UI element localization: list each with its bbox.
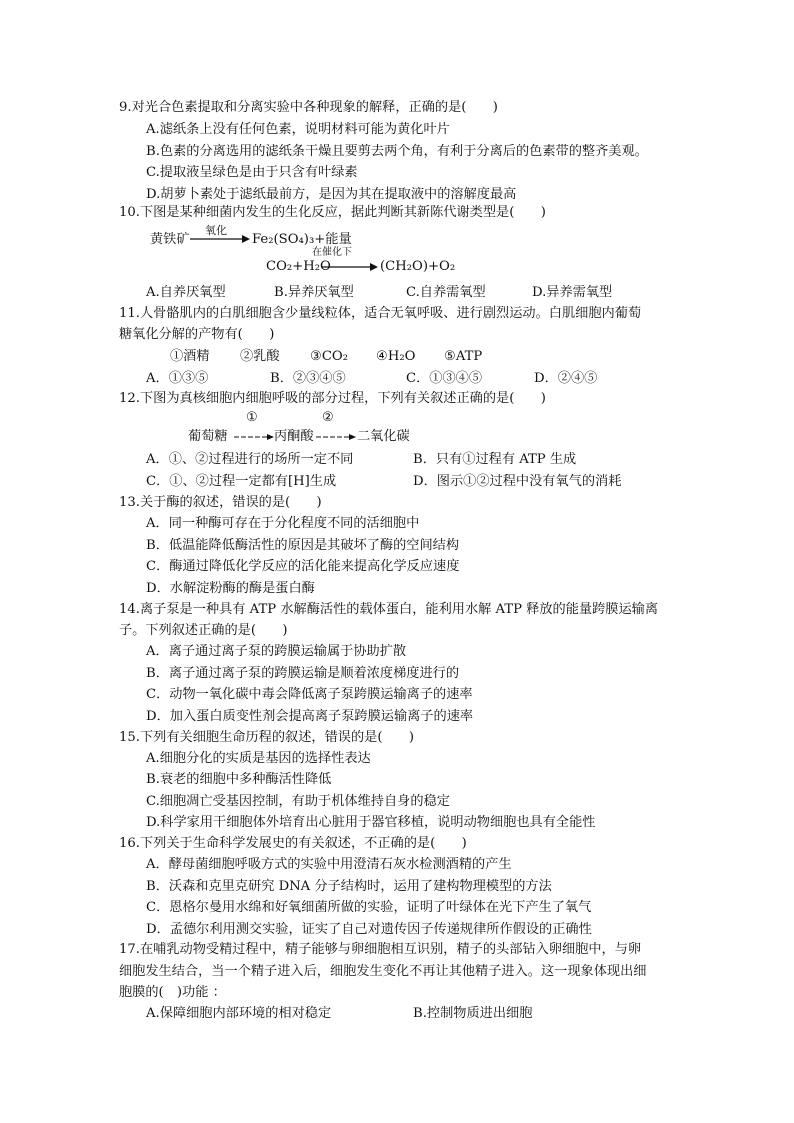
q17-stem-line3: 胞膜的( )功能 ： — [119, 985, 226, 1000]
q10-arrow2-label: 在催化下 — [312, 247, 352, 258]
q10-option-d: D.异养需氧型 — [532, 285, 613, 300]
q12-option-b: B．只有①过程有 ATP 生成 — [413, 452, 577, 467]
q12-stem: 12.下图为真核细胞内细胞呼吸的部分过程，下列有关叙述正确的是( ) — [119, 391, 546, 406]
q15-stem: 15.下列有关细胞生命历程的叙述，错误的是( ) — [119, 730, 415, 745]
q10-arrow2-icon — [322, 262, 378, 272]
q12-arrow2-icon — [316, 432, 356, 442]
q13-option-a: A．同一种酶可存在于分化程度不同的活细胞中 — [146, 516, 420, 531]
q12-co2: 二氧化碳 — [357, 429, 410, 444]
q10-reactant2: CO₂+H₂O — [266, 259, 331, 274]
q12-glucose: 葡萄糖 — [188, 429, 228, 444]
q9-stem: 9.对光合色素提取和分离实验中各种现象的解释，正确的是( ) — [119, 100, 498, 115]
q14-stem-line2: 子。下列叙述正确的是( ) — [119, 623, 288, 638]
q10-option-b: B.异养厌氧型 — [274, 285, 354, 300]
q11-item-5: ⑤ATP — [444, 349, 483, 364]
q12-pyruvate: 丙酮酸 — [274, 429, 314, 444]
q13-stem: 13.关于酶的叙述，错误的是( ) — [119, 495, 322, 510]
q15-option-b: B.衰老的细胞中多种酶活性降低 — [146, 772, 332, 787]
q14-option-a: A．离子通过离子泵的跨膜运输属于协助扩散 — [146, 644, 407, 659]
q15-option-a: A.细胞分化的实质是基因的选择性表达 — [146, 751, 371, 766]
q12-option-d: D．图示①②过程中没有氧气的消耗 — [413, 474, 622, 489]
q9-option-d: D.胡萝卜素处于滤纸最前方，是因为其在提取液中的溶解度最高 — [146, 187, 517, 202]
q11-item-3: ③CO₂ — [310, 349, 349, 364]
q17-stem-line2: 细胞发生结合，当一个精子进入后，细胞发生变化不再让其他精子进入。这一现象体现出细 — [119, 964, 647, 979]
q12-option-a: A．①、②过程进行的场所一定不同 — [146, 452, 354, 467]
q9-option-b: B.色素的分离选用的滤纸条干燥且要剪去两个角，有利于分离后的色素带的整齐美观。 — [146, 144, 648, 159]
q13-option-c: C．酶通过降低化学反应的活化能来提高化学反应速度 — [146, 559, 460, 574]
q10-arrow1-label: 氧化 — [205, 224, 227, 237]
q17-option-b: B.控制物质进出细胞 — [413, 1006, 533, 1021]
q12-step2-label: ② — [322, 410, 334, 425]
q14-stem-line1: 14.离子泵是一种具有 ATP 水解酶活性的载体蛋白，能利用水解 ATP 释放的能量跨膜运输离 — [119, 602, 659, 617]
q11-stem-line1: 11.人骨骼肌内的白肌细胞含少量线粒体，适合无氧呼吸、进行剧烈运动。白肌细胞内葡萄 — [119, 306, 642, 321]
q11-item-4: ④H₂O — [376, 349, 416, 364]
q9-option-c: C.提取液呈绿色是由于只含有叶绿素 — [146, 165, 358, 180]
q11-option-b: B．②③④⑤ — [270, 371, 346, 386]
q14-option-c: C．动物一氧化碳中毒会降低离子泵跨膜运输离子的速率 — [146, 687, 473, 702]
q13-option-d: D．水解淀粉酶的酶是蛋白酶 — [146, 581, 315, 596]
q15-option-c: C.细胞凋亡受基因控制，有助于机体维持自身的稳定 — [146, 794, 450, 809]
q11-option-d: D．②④⑤ — [534, 371, 598, 386]
q15-option-d: D.科学家用干细胞体外培育出心脏用于器官移植，说明动物细胞也具有全能性 — [146, 815, 596, 830]
q12-step1-label: ① — [246, 410, 258, 425]
q12-arrow1-icon — [234, 432, 274, 442]
q10-product1: Fe₂(SO₄)₃+能量 — [252, 232, 352, 247]
q11-item-1: ①酒精 — [170, 349, 210, 364]
q14-option-d: D．加入蛋白质变性剂会提高离子泵跨膜运输离子的速率 — [146, 709, 474, 724]
q16-stem: 16.下列关于生命科学发展史的有关叙述，不正确的是( ) — [119, 836, 467, 851]
q11-stem-line2: 糖氧化分解的产物有( ) — [119, 327, 275, 342]
q10-reactant-pyrite: 黄铁矿 — [150, 232, 190, 247]
q16-option-c: C．恩格尔曼用水绵和好氧细菌所做的实验，证明了叶绿体在光下产生了氧气 — [146, 900, 592, 915]
q9-option-a: A.滤纸条上没有任何色素，说明材料可能为黄化叶片 — [146, 122, 450, 137]
q12-option-c: C．①、②过程一定都有[H]生成 — [146, 474, 337, 489]
q10-arrow1-icon — [190, 234, 250, 244]
q10-product2: (CH₂O)+O₂ — [380, 259, 456, 274]
q11-option-c: C．①③④⑤ — [406, 371, 483, 386]
q10-option-a: A.自养厌氧型 — [146, 285, 226, 300]
q16-option-b: B．沃森和克里克研究 DNA 分子结构时，运用了建构物理模型的方法 — [146, 879, 552, 894]
q11-option-a: A．①③⑤ — [146, 371, 209, 386]
q11-item-2: ②乳酸 — [240, 349, 280, 364]
q17-stem-line1: 17.在哺乳动物受精过程中，精子能够与卵细胞相互识别，精子的头部钻入卵细胞中，与卵 — [119, 942, 642, 957]
q10-option-c: C.自养需氧型 — [406, 285, 486, 300]
q13-option-b: B．低温能降低酶活性的原因是其破坏了酶的空间结构 — [146, 538, 460, 553]
q16-option-a: A．酵母菌细胞呼吸方式的实验中用澄清石灰水检测酒精的产生 — [146, 857, 512, 872]
q17-option-a: A.保障细胞内部环境的相对稳定 — [146, 1006, 332, 1021]
q14-option-b: B．离子通过离子泵的跨膜运输是顺着浓度梯度进行的 — [146, 666, 460, 681]
q16-option-d: D．孟德尔利用测交实验，证实了自己对遗传因子传递规律所作假设的正确性 — [146, 922, 592, 937]
q10-stem: 10.下图是某种细菌内发生的生化反应，据此判断其新陈代谢类型是( ) — [119, 205, 546, 220]
